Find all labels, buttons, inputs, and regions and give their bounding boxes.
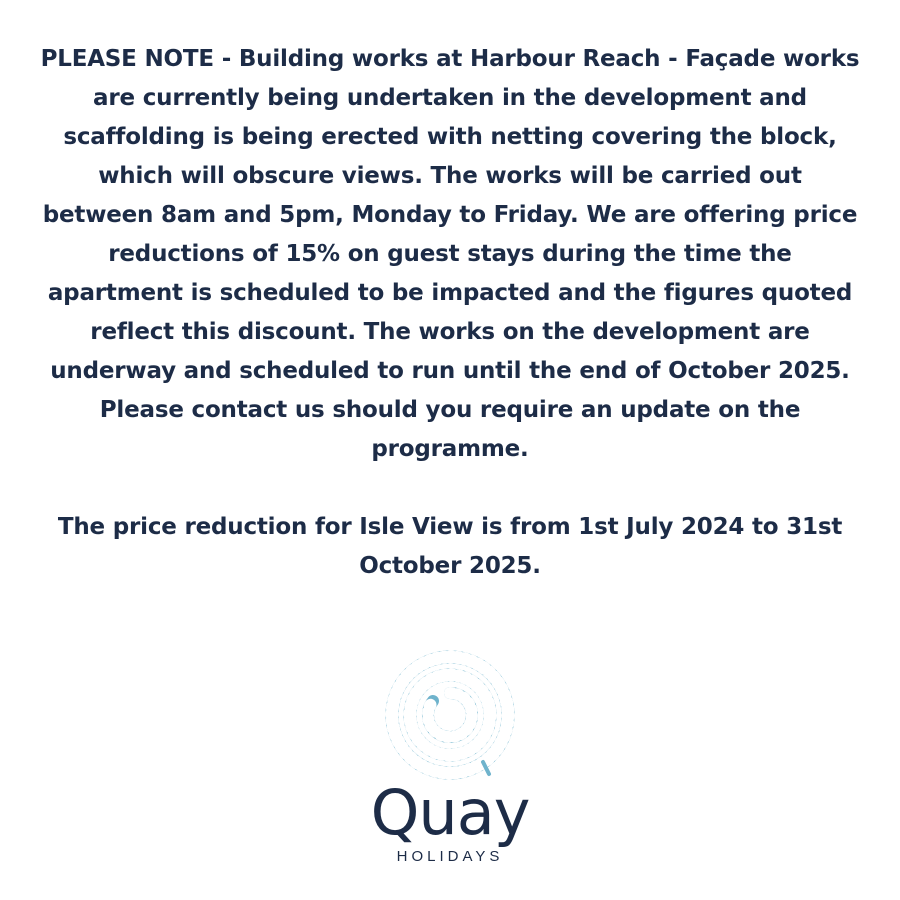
paragraph-spacer — [40, 469, 860, 508]
rope-coil-icon — [385, 650, 515, 780]
quay-holidays-logo — [0, 650, 900, 880]
brand-name: Quay — [370, 776, 530, 849]
notice-paragraph-building-works: PLEASE NOTE - Building works at Harbour Reach - Façade works are currently being undertaken in the development and scaffolding is being erected with netting covering the block, which will obscure views. The works will be carried out between 8am and 5pm, Monday to Friday. We are offering price reductions of 15% on guest stays during the time the apartment is scheduled to be impacted and the figures quoted reflect this discount. The works on the development are underway and scheduled to run until the end of October 2025. Please contact us should you require an update on the programme. — [40, 46, 860, 462]
brand-tagline: HOLIDAYS — [396, 848, 504, 865]
notice-paragraph-price-reduction: The price reduction for Isle View is from 1st July 2024 to 31st October 2025. — [57, 514, 843, 579]
notice-text-block — [40, 40, 860, 586]
